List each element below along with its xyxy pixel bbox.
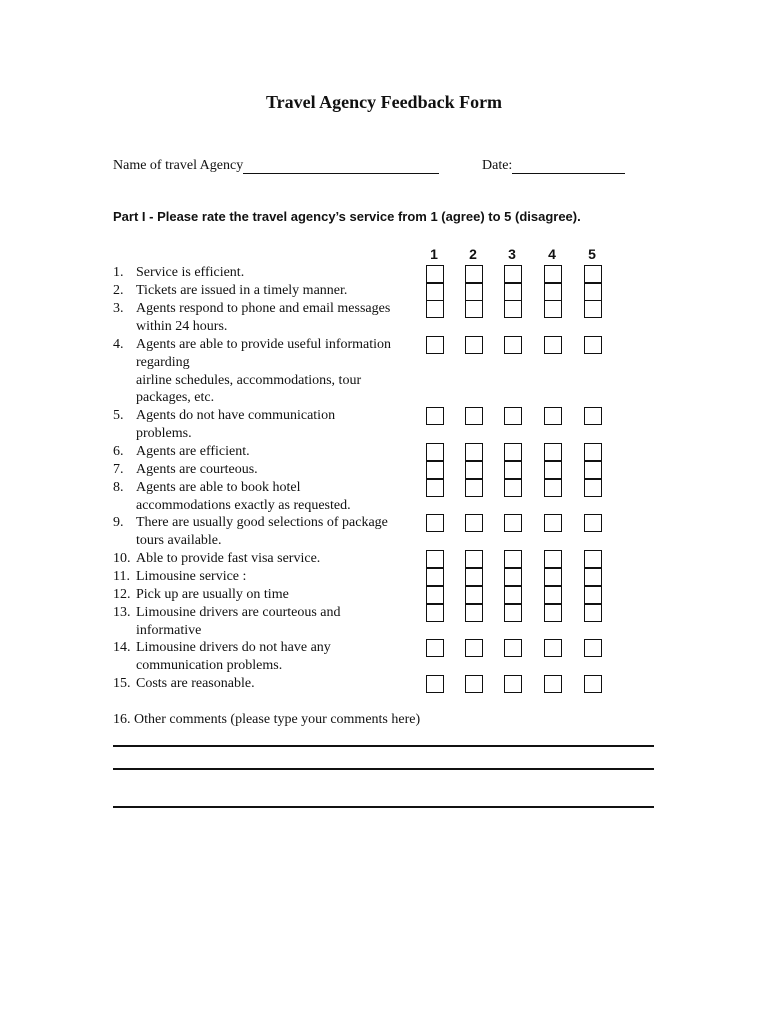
rating-checkbox-3[interactable] (504, 265, 522, 283)
rating-checkbox-1[interactable] (426, 675, 444, 693)
part1-heading: Part I - Please rate the travel agency’s service from 1 (agree) to 5 (disagree). (113, 209, 581, 224)
rating-checkbox-1[interactable] (426, 336, 444, 354)
rating-checkbox-4[interactable] (544, 514, 562, 532)
question-row (113, 550, 423, 568)
scale-label-2: 2 (469, 246, 477, 262)
rating-checkbox-5[interactable] (584, 300, 602, 318)
question-number: 12. (113, 587, 131, 602)
rating-checkbox-4[interactable] (544, 283, 562, 301)
rating-checkbox-5[interactable] (584, 514, 602, 532)
question-number: 9. (113, 515, 124, 530)
question-number: 7. (113, 462, 124, 477)
question-row (113, 604, 423, 638)
date-input-line[interactable] (512, 159, 625, 174)
rating-checkbox-1[interactable] (426, 443, 444, 461)
rating-checkbox-3[interactable] (504, 407, 522, 425)
rating-checkbox-2[interactable] (465, 336, 483, 354)
question-text: Agents are courteous. (136, 462, 258, 477)
rating-checkbox-2[interactable] (465, 407, 483, 425)
rating-checkbox-1[interactable] (426, 514, 444, 532)
question-number: 5. (113, 408, 124, 423)
rating-checkbox-3[interactable] (504, 514, 522, 532)
rating-checkbox-3[interactable] (504, 300, 522, 318)
rating-checkbox-4[interactable] (544, 407, 562, 425)
rating-checkbox-2[interactable] (465, 675, 483, 693)
rating-checkbox-5[interactable] (584, 479, 602, 497)
question-text: Agents are efficient. (136, 444, 250, 459)
comment-line[interactable] (113, 768, 654, 770)
rating-checkbox-3[interactable] (504, 443, 522, 461)
rating-checkbox-5[interactable] (584, 336, 602, 354)
rating-checkbox-1[interactable] (426, 604, 444, 622)
rating-checkbox-2[interactable] (465, 568, 483, 586)
question-row (113, 264, 423, 282)
question-row (113, 675, 423, 693)
agency-label: Name of travel Agency (113, 158, 244, 173)
rating-checkbox-2[interactable] (465, 586, 483, 604)
question-text: Costs are reasonable. (136, 676, 255, 691)
rating-checkbox-3[interactable] (504, 283, 522, 301)
rating-checkbox-5[interactable] (584, 407, 602, 425)
rating-checkbox-5[interactable] (584, 675, 602, 693)
rating-checkbox-2[interactable] (465, 550, 483, 568)
rating-checkbox-5[interactable] (584, 604, 602, 622)
rating-checkbox-3[interactable] (504, 479, 522, 497)
question-text: Service is efficient. (136, 265, 245, 280)
rating-checkbox-2[interactable] (465, 639, 483, 657)
rating-checkbox-1[interactable] (426, 407, 444, 425)
question-row (113, 336, 423, 406)
question-number: 14. (113, 640, 131, 655)
rating-checkbox-5[interactable] (584, 550, 602, 568)
rating-checkbox-2[interactable] (465, 443, 483, 461)
rating-checkbox-4[interactable] (544, 675, 562, 693)
question-number: 6. (113, 444, 124, 459)
date-label: Date: (482, 158, 513, 173)
question-row (113, 461, 423, 479)
question-text: Pick up are usually on time (136, 587, 289, 602)
rating-checkbox-1[interactable] (426, 461, 444, 479)
comment-line[interactable] (113, 745, 654, 747)
question-row (113, 568, 423, 586)
question-number: 3. (113, 301, 124, 316)
rating-checkbox-2[interactable] (465, 514, 483, 532)
question-text: Agents are able to book hotel accommodations exactly as requested. (136, 480, 351, 513)
rating-checkbox-5[interactable] (584, 639, 602, 657)
scale-label-5: 5 (588, 246, 596, 262)
comment-line[interactable] (113, 806, 654, 808)
question-text: Able to provide fast visa service. (136, 551, 321, 566)
rating-checkbox-2[interactable] (465, 604, 483, 622)
question-row (113, 300, 423, 334)
question-text: There are usually good selections of package tours available. (136, 515, 388, 548)
rating-checkbox-5[interactable] (584, 283, 602, 301)
question-text: Limousine drivers do not have any communication problems. (136, 640, 331, 673)
rating-checkbox-2[interactable] (465, 283, 483, 301)
rating-checkbox-4[interactable] (544, 586, 562, 604)
rating-checkbox-2[interactable] (465, 461, 483, 479)
rating-checkbox-4[interactable] (544, 461, 562, 479)
question-text: Agents are able to provide useful information regarding airline schedules, accommodations, tour packages, etc. (136, 337, 392, 406)
rating-checkbox-4[interactable] (544, 604, 562, 622)
question-row (113, 282, 423, 300)
agency-field (113, 158, 439, 174)
question-number: 4. (113, 337, 124, 352)
question-text: Tickets are issued in a timely manner. (136, 283, 348, 298)
rating-checkbox-2[interactable] (465, 265, 483, 283)
rating-checkbox-3[interactable] (504, 586, 522, 604)
question-row (113, 639, 423, 673)
question-row (113, 443, 423, 461)
rating-checkbox-1[interactable] (426, 265, 444, 283)
rating-checkbox-1[interactable] (426, 550, 444, 568)
question-number: 13. (113, 605, 131, 620)
rating-checkbox-4[interactable] (544, 550, 562, 568)
question-number: 10. (113, 551, 131, 566)
rating-checkbox-4[interactable] (544, 479, 562, 497)
question-text: Agents respond to phone and email messages within 24 hours. (136, 301, 391, 334)
rating-checkbox-3[interactable] (504, 336, 522, 354)
rating-checkbox-1[interactable] (426, 479, 444, 497)
rating-checkbox-4[interactable] (544, 300, 562, 318)
rating-checkbox-3[interactable] (504, 568, 522, 586)
rating-checkbox-1[interactable] (426, 639, 444, 657)
rating-checkbox-4[interactable] (544, 568, 562, 586)
rating-checkbox-5[interactable] (584, 586, 602, 604)
rating-checkbox-3[interactable] (504, 550, 522, 568)
rating-checkbox-1[interactable] (426, 283, 444, 301)
question-row (113, 479, 423, 513)
scale-label-4: 4 (548, 246, 556, 262)
question-number: 1. (113, 265, 124, 280)
rating-checkbox-4[interactable] (544, 336, 562, 354)
rating-checkbox-1[interactable] (426, 300, 444, 318)
comments-label: 16. Other comments (please type your comments here) (113, 712, 421, 727)
scale-label-1: 1 (430, 246, 438, 262)
question-row (113, 407, 423, 441)
rating-checkbox-3[interactable] (504, 604, 522, 622)
rating-checkbox-5[interactable] (584, 443, 602, 461)
page-title: Travel Agency Feedback Form (265, 92, 503, 112)
agency-input-line[interactable] (243, 159, 439, 174)
rating-checkbox-3[interactable] (504, 461, 522, 479)
rating-checkbox-3[interactable] (504, 675, 522, 693)
question-text: Limousine drivers are courteous and informative (136, 605, 341, 638)
question-row (113, 586, 423, 604)
rating-checkbox-4[interactable] (544, 265, 562, 283)
rating-checkbox-1[interactable] (426, 568, 444, 586)
rating-checkbox-5[interactable] (584, 568, 602, 586)
rating-checkbox-5[interactable] (584, 461, 602, 479)
rating-checkbox-4[interactable] (544, 443, 562, 461)
rating-checkbox-3[interactable] (504, 639, 522, 657)
question-row (113, 514, 423, 548)
rating-checkbox-2[interactable] (465, 300, 483, 318)
scale-label-3: 3 (508, 246, 516, 262)
rating-checkbox-2[interactable] (465, 479, 483, 497)
question-text: Limousine service : (136, 569, 247, 584)
question-text: Agents do not have communication problems. (136, 408, 336, 441)
question-number: 11. (113, 569, 130, 584)
question-number: 2. (113, 283, 124, 298)
rating-checkbox-5[interactable] (584, 265, 602, 283)
question-number: 15. (113, 676, 131, 691)
question-number: 8. (113, 480, 124, 495)
rating-checkbox-4[interactable] (544, 639, 562, 657)
rating-checkbox-1[interactable] (426, 586, 444, 604)
date-field (482, 158, 625, 174)
